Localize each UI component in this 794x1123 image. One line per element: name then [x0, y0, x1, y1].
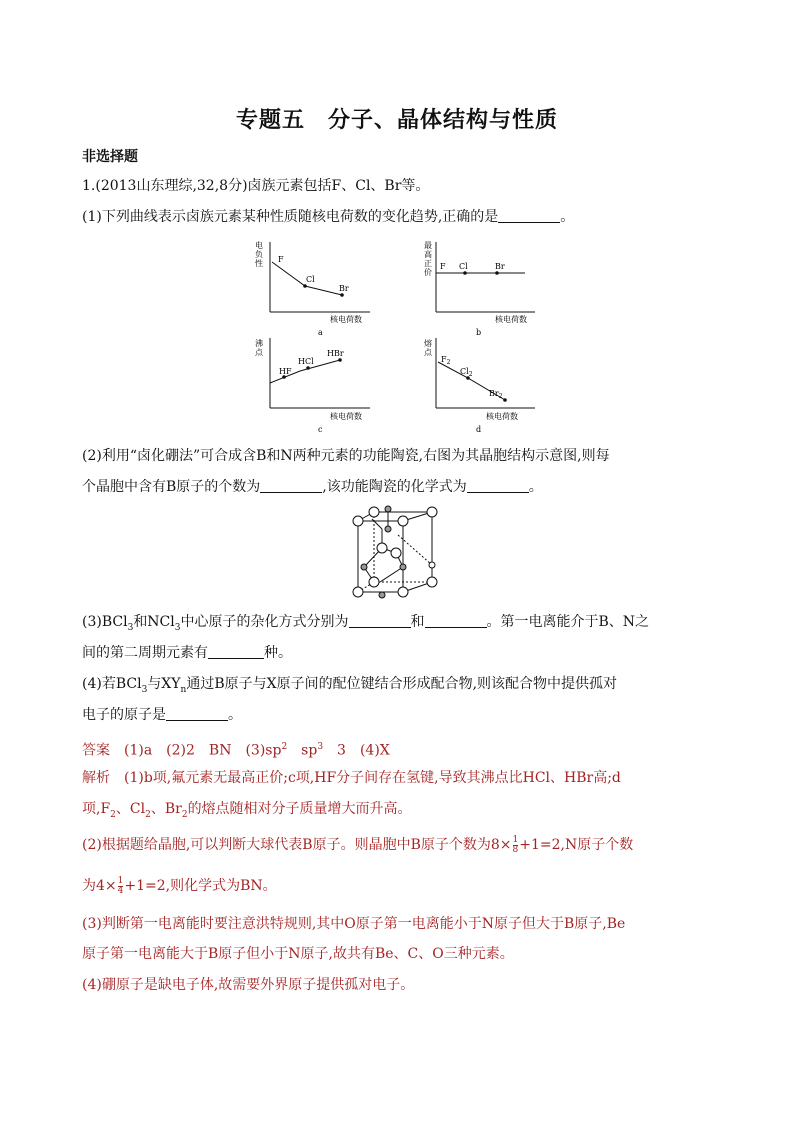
graph-b-ylabel-2: 高: [424, 250, 432, 259]
graph-b-point-cl: Cl: [459, 262, 468, 271]
graph-c-xlabel: 核电荷数: [330, 412, 362, 421]
graph-b-caption: b: [476, 328, 482, 337]
analysis-line6: 原子第一电离能大于B原子但小于N原子,故共有Be、C、O三种元素。: [82, 946, 514, 962]
question-intro: 1.(2013山东理综,32,8分)卤族元素包括F、Cl、Br等。: [82, 178, 430, 194]
graph-c-ylabel-1: 沸: [255, 339, 263, 348]
graph-b: [424, 241, 535, 337]
question-part2-line1: (2)利用“卤化硼法”可合成含B和N两种元素的功能陶瓷,右图为其晶胞结构示意图,则每: [82, 448, 610, 464]
graph-c-caption: c: [318, 425, 323, 434]
answer-blank: [467, 478, 529, 493]
graph-a-point-f: F: [278, 255, 284, 264]
answer-label: 答案: [82, 742, 110, 759]
graph-b-ylabel-3: 正: [424, 259, 432, 268]
graph-c-point-hf: HF: [279, 367, 292, 376]
question-part4-line2: 电子的原子是 。: [82, 707, 242, 723]
graph-a-xlabel: 核电荷数: [330, 315, 362, 324]
graph-d-xlabel: 核电荷数: [486, 412, 518, 421]
analysis-line3: (2)根据题给晶胞,可以判断大球代表B原子。则晶胞中B原子个数为8× $\frac{1}{8}$ +1=2,N原子个数: [82, 834, 634, 855]
section-heading: 非选择题: [82, 149, 138, 165]
question-part3-line2: 间的第二周期元素有 种。: [82, 645, 292, 661]
graph-d-ylabel-1: 熔: [424, 339, 432, 348]
answer-blank: [498, 208, 560, 223]
answer-blank: [425, 613, 487, 628]
question-part4-line1: (4)若BCl$_3$与$XY_n$通过B原子与X原子间的配位键结合形成配合物,则该配合物中提供孤对: [82, 676, 618, 695]
graph-c-point-hcl: HCl: [298, 357, 314, 366]
analysis-line1: 解析 (1)b项,氟元素无最高正价;c项,HF分子间存在氢键,导致其沸点比HCl、HBr高;d: [82, 770, 621, 786]
question-part3-line1: (3)BCl$_3$和NCl$_3$中心原子的杂化方式分别为 和 。第一电离能介于B、N之: [82, 614, 650, 633]
graph-d-point-br2: $Br_2$: [489, 389, 503, 400]
analysis-line7: (4)硼原子是缺电子体,故需要外界原子提供孤对电子。: [82, 977, 415, 993]
graph-c-ylabel-2: 点: [255, 348, 263, 357]
analysis-line4: 为4× $\frac{1}{4}$ +1=2,则化学式为BN。: [82, 875, 277, 896]
graph-a-ylabel-1: 电: [255, 241, 263, 250]
graph-a: [255, 240, 370, 337]
question-part1: (1)下列曲线表示卤族元素某种性质随核电荷数的变化趋势,正确的是 。: [82, 209, 575, 225]
graph-d: [424, 338, 535, 434]
graph-d-ylabel-2: 点: [424, 348, 432, 357]
graph-d-point-cl2: $Cl_2$: [460, 367, 473, 378]
graph-a-point-br: Br: [339, 284, 349, 293]
graph-b-ylabel-4: 价: [424, 268, 432, 277]
graph-b-point-br: Br: [495, 262, 505, 271]
graph-a-ylabel-3: 性: [255, 259, 263, 268]
graph-a-point-cl: Cl: [306, 275, 315, 284]
answer-blank: [349, 613, 411, 628]
analysis-line2: 项$,F_2$、$Cl_2$、$Br_2$的熔点随相对分子质量增大而升高。: [82, 801, 412, 820]
graph-a-ylabel-2: 负: [255, 250, 263, 259]
graph-d-point-f2: $F_2$: [441, 355, 451, 366]
graph-b-xlabel: 核电荷数: [495, 315, 527, 324]
answer-blank: [166, 706, 228, 721]
graph-c-point-hbr: HBr: [327, 349, 344, 358]
fraction-one-quarter: $\frac{1}{4}$: [117, 875, 124, 896]
answer-blank: [260, 478, 322, 493]
answer-blank: [208, 644, 264, 659]
graph-b-ylabel-1: 最: [424, 241, 432, 250]
graph-c: [255, 338, 370, 434]
page-title: 专题五 分子、晶体结构与性质: [235, 108, 558, 133]
fraction-one-eighth: $\frac{1}{8}$: [512, 834, 519, 855]
question-part2-line2: 个晶胞中含有B原子的个数为 ,该功能陶瓷的化学式为 。: [82, 479, 543, 495]
crystal-cell-diagram: [350, 505, 445, 605]
analysis-line5: (3)判断第一电离能时要注意洪特规则,其中O原子第一电离能小于N原子但大于B原子,Be: [82, 916, 626, 932]
graph-d-caption: d: [476, 425, 482, 434]
analysis-label: 解析: [82, 770, 110, 786]
property-graphs: [250, 238, 540, 438]
answer-line: 答案 (1)a (2)2 BN $(3)sp^2$ $sp^3$ 3 (4)X: [82, 742, 390, 759]
graph-b-point-f: F: [440, 262, 446, 271]
graph-a-caption: a: [318, 328, 323, 337]
